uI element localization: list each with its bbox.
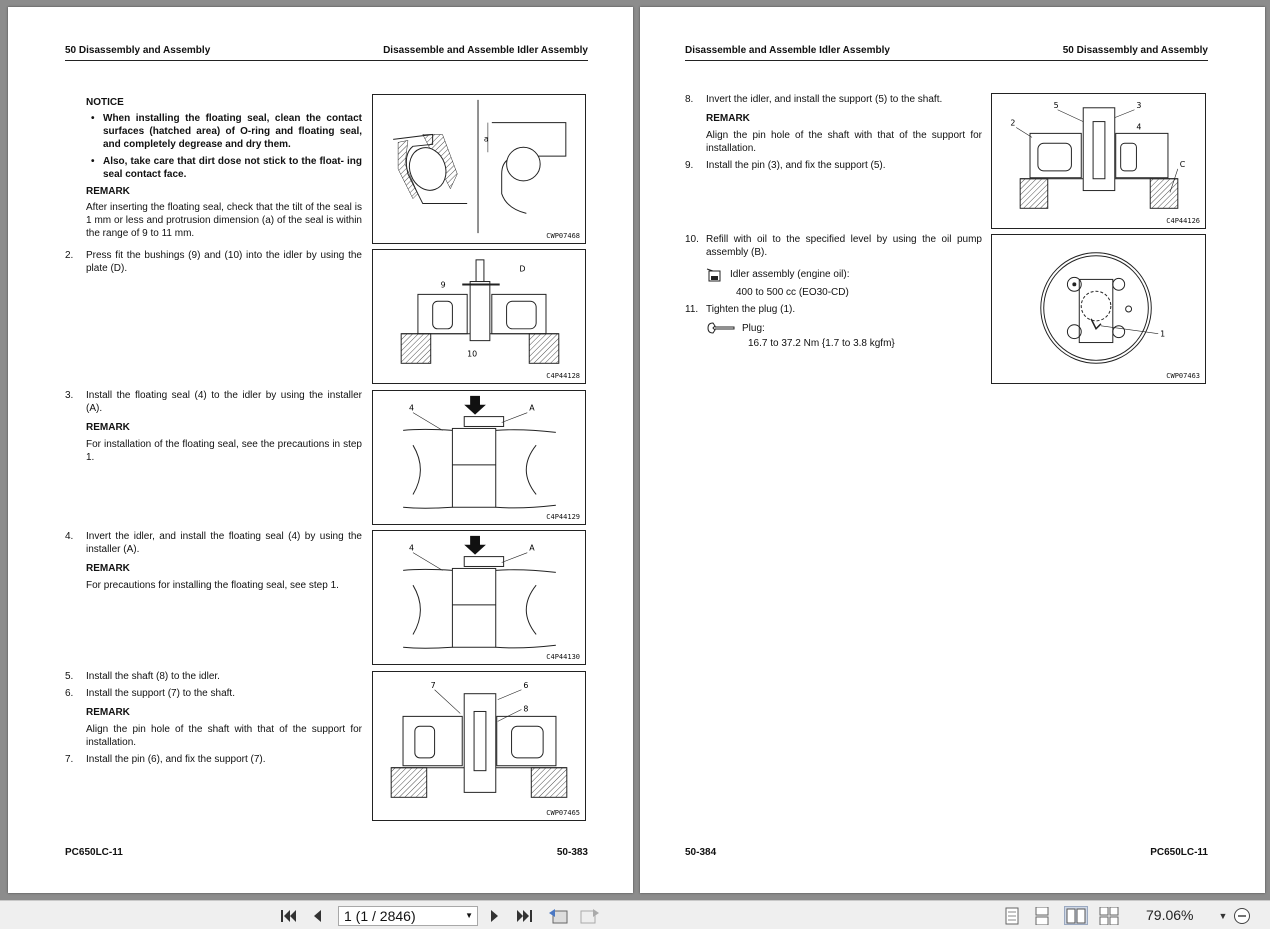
step-number: 6. (65, 688, 74, 699)
step-text: Install the support (7) to the shaft. (86, 688, 235, 699)
figure-floating-seal-section (372, 94, 586, 244)
dimension-label-a: a (483, 134, 489, 144)
step-text: Refill with oil to the specified level by using the oil pump assembly (B). (706, 234, 982, 258)
notice-bullet: • When installing the floating seal, clean the contact surfaces (hatched area) of O-ring and floating seal, and completely degrease and dry them. (86, 112, 362, 151)
figure-install-floating-seal-inverted (372, 530, 586, 665)
zoom-level[interactable]: 79.06% (1146, 907, 1194, 923)
step-3-block (86, 389, 362, 464)
wrench-icon (706, 321, 736, 333)
step-6-block (86, 687, 362, 749)
continuous-page-icon[interactable] (1033, 906, 1051, 925)
zoom-out-icon[interactable] (1232, 906, 1252, 925)
header-right: 50 Disassembly and Assembly (1062, 45, 1208, 56)
part-label-9: 9 (440, 280, 446, 290)
figure-code: C4P44129 (546, 513, 580, 521)
page-50-383 (8, 7, 633, 893)
remark-text: For precautions for installing the floating seal, see step 1. (86, 580, 339, 591)
part-label-10: 10 (467, 349, 478, 359)
step-number: 2. (65, 250, 74, 261)
page-footer (685, 847, 1208, 858)
step-text: Install the floating seal (4) to the idler by using the installer (A). (86, 390, 362, 414)
oil-spec-label: Idler assembly (engine oil): (730, 269, 850, 280)
bushing-press-drawing (373, 250, 585, 383)
remark-text: Align the pin hole of the shaft with that of the support for installation. (86, 724, 362, 748)
notice-bullet: • Also, take care that dirt dose not stick to the float- ing seal contact face. (86, 155, 362, 181)
plug-drawing (992, 235, 1205, 383)
notice-title: NOTICE (86, 97, 124, 108)
figure-press-fit-bushings (372, 249, 586, 384)
part-label-4: 4 (1136, 122, 1142, 132)
go-forward-icon[interactable] (578, 906, 602, 925)
figure-install-shaft-support (372, 671, 586, 821)
step-text: Install the pin (3), and fix the support (5). (706, 160, 886, 171)
page-footer (65, 847, 588, 858)
step-number: 10. (685, 234, 699, 245)
figure-code: C4P44126 (1166, 217, 1200, 225)
header-left: 50 Disassembly and Assembly (65, 45, 211, 56)
continuous-facing-icon[interactable] (1098, 906, 1120, 925)
step-number: 4. (65, 531, 74, 542)
part-label-2: 2 (1010, 118, 1016, 128)
remark-text: For installation of the floating seal, see the precautions in step 1. (86, 439, 362, 463)
seal-section-drawing (373, 95, 585, 243)
part-label-6: 6 (523, 680, 529, 690)
remark-title: REMARK (86, 707, 130, 718)
next-page-icon[interactable] (487, 906, 503, 925)
figure-install-support-pin (991, 93, 1206, 229)
figure-code: C4P44128 (546, 372, 580, 380)
part-label-4: 4 (409, 543, 415, 553)
step-number: 8. (685, 94, 694, 105)
part-label-7: 7 (430, 680, 436, 690)
step-text: Install the shaft (8) to the idler. (86, 671, 220, 682)
seal-install-drawing (373, 391, 585, 524)
oil-can-icon (706, 266, 724, 282)
step-8-block (706, 93, 982, 155)
figure-code: CWP07468 (546, 232, 580, 240)
part-label-1: 1 (1160, 329, 1166, 339)
zoom-dropdown-icon[interactable]: ▼ (1218, 910, 1228, 921)
step-number: 9. (685, 160, 694, 171)
step-number: 3. (65, 390, 74, 401)
figure-install-floating-seal (372, 390, 586, 525)
remark-title: REMARK (706, 113, 750, 124)
page-number-input[interactable] (338, 906, 478, 926)
viewer-toolbar (0, 900, 1270, 929)
seal-install-inverted-drawing (373, 531, 585, 664)
shaft-support-drawing (373, 672, 585, 820)
part-label-4: 4 (409, 403, 415, 413)
last-page-icon[interactable] (514, 906, 534, 925)
torque-spec-value: 16.7 to 37.2 Nm {1.7 to 3.8 kgfm} (748, 338, 895, 349)
part-label-a: A (529, 403, 535, 413)
figure-code: CWP07465 (546, 809, 580, 817)
remark-title: REMARK (86, 563, 130, 574)
go-back-icon[interactable] (546, 906, 570, 925)
step-number: 11. (685, 304, 699, 315)
footer-page-number: 50-383 (556, 847, 588, 858)
header-right: Disassemble and Assemble Idler Assembly (383, 45, 588, 56)
figure-tighten-plug (991, 234, 1206, 384)
step-number: 5. (65, 671, 74, 682)
figure-code: C4P44130 (546, 653, 580, 661)
first-page-icon[interactable] (279, 906, 299, 925)
remark-text: After inserting the floating seal, check that the tilt of the seal is 1 mm or less and protrusion dimension (a) of the seal is within the range of 9 to 11 mm. (86, 202, 362, 239)
step-text: Press fit the bushings (9) and (10) into the idler by using the plate (D). (86, 250, 362, 274)
remark-title: REMARK (86, 422, 130, 433)
step-text: Tighten the plug (1). (706, 304, 796, 315)
support-pin-drawing (992, 94, 1205, 228)
footer-model: PC650LC-11 (1150, 847, 1208, 858)
facing-pages-icon[interactable] (1064, 906, 1088, 925)
prev-page-icon[interactable] (309, 906, 325, 925)
notice-block (86, 96, 362, 240)
step-4-block (86, 530, 362, 592)
page-dropdown-icon[interactable]: ▼ (465, 911, 473, 920)
step-number: 7. (65, 754, 74, 765)
step-text: Install the pin (6), and fix the support (7). (86, 754, 266, 765)
remark-title: REMARK (86, 186, 130, 197)
footer-model: PC650LC-11 (65, 847, 123, 858)
step-text: Invert the idler, and install the floating seal (4) by using the installer (A). (86, 531, 362, 555)
page-50-384 (640, 7, 1265, 893)
page-header (685, 45, 1208, 61)
footer-page-number: 50-384 (685, 847, 717, 858)
part-label-a: A (529, 543, 535, 553)
header-left: Disassemble and Assemble Idler Assembly (685, 45, 890, 56)
torque-spec-label: Plug: (742, 323, 765, 334)
part-label-8: 8 (523, 704, 529, 714)
figure-code: CWP07463 (1166, 372, 1200, 380)
page-header (65, 45, 588, 61)
oil-spec-value: 400 to 500 cc (EO30-CD) (736, 287, 849, 298)
page-indicator: 1 (1 / 2846) (344, 908, 416, 924)
part-label-3: 3 (1136, 100, 1142, 110)
part-label-5: 5 (1053, 100, 1059, 110)
step-text: Invert the idler, and install the support (5) to the shaft. (706, 94, 943, 105)
remark-text: Align the pin hole of the shaft with that of the support for installation. (706, 130, 982, 154)
part-label-c: C (1179, 159, 1186, 169)
part-label-d: D (519, 264, 526, 274)
single-page-icon[interactable] (1003, 906, 1021, 925)
